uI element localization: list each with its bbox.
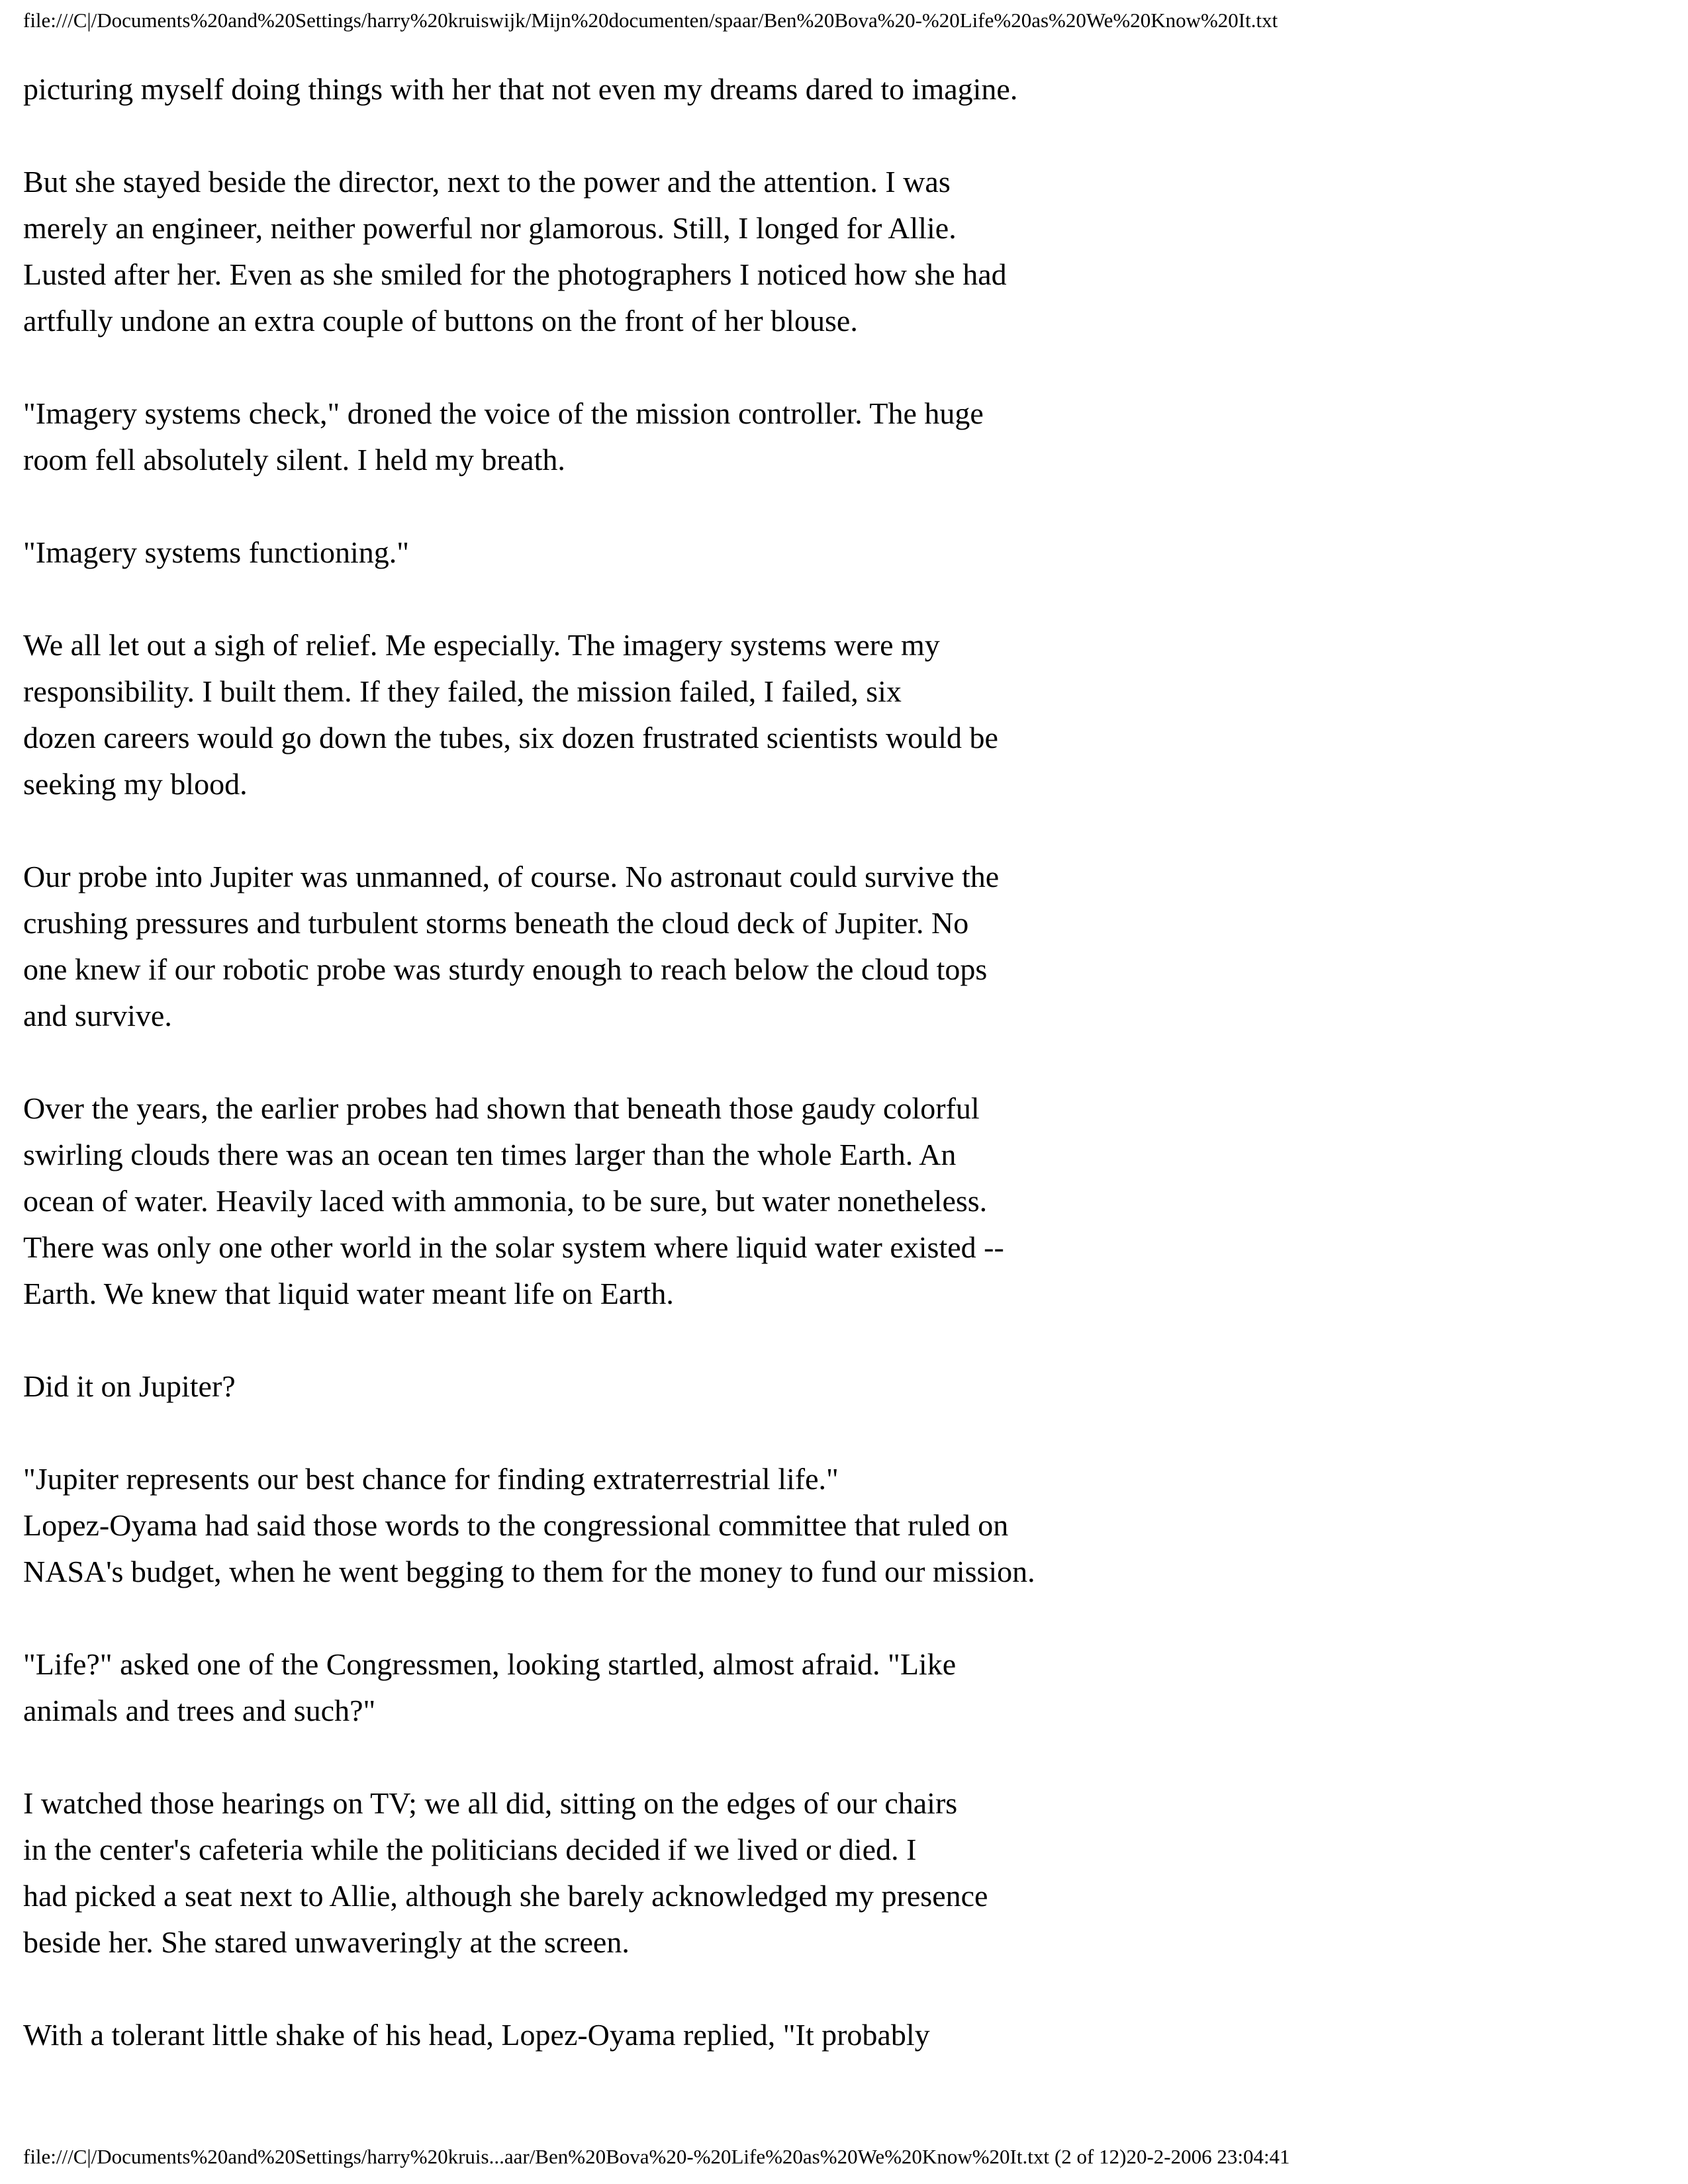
text-line: "Imagery systems check," droned the voice of the mission controller. The huge <box>23 396 984 430</box>
text-line <box>23 1039 1671 1085</box>
text-line: But she stayed beside the director, next to the power and the attention. I was <box>23 165 951 199</box>
footer-timestamp: 20-2-2006 23:04:41 <box>1126 2145 1290 2168</box>
text-line: Lusted after her. Even as she smiled for the photographers I noticed how she had <box>23 257 1007 291</box>
header-file-url: file:///C|/Documents%20and%20Settings/harry%20kruiswijk/Mijn%20documenten/spaar/Ben%20Bova%20-%20Life%20as%20We%20Know%20It.txt <box>23 9 1278 32</box>
text-line: in the center's cafeteria while the politicians decided if we lived or died. I <box>23 1833 917 1866</box>
text-line <box>23 113 1671 159</box>
page-footer <box>23 2144 1290 2169</box>
text-line <box>23 807 1671 854</box>
text-line: NASA's budget, when he went begging to them for the money to fund our mission. <box>23 1555 1035 1588</box>
text-line: Did it on Jupiter? <box>23 1369 236 1403</box>
text-line: and survive. <box>23 999 172 1032</box>
text-line: With a tolerant little shake of his head, Lopez-Oyama replied, "It probably <box>23 2018 930 2052</box>
text-line: "Imagery systems functioning." <box>23 535 410 569</box>
footer-page-indicator: (2 of 12) <box>1054 2145 1127 2168</box>
text-line: dozen careers would go down the tubes, six dozen frustrated scientists would be <box>23 721 998 754</box>
text-line: Lopez-Oyama had said those words to the congressional committee that ruled on <box>23 1508 1009 1542</box>
text-line <box>23 483 1671 529</box>
text-line: picturing myself doing things with her that not even my dreams dared to imagine. <box>23 72 1018 106</box>
text-line <box>23 1317 1671 1363</box>
text-line: had picked a seat next to Allie, although she barely acknowledged my presence <box>23 1879 988 1913</box>
text-line <box>23 344 1671 390</box>
text-line: "Jupiter represents our best chance for finding extraterrestrial life." <box>23 1462 839 1496</box>
text-line: Earth. We knew that liquid water meant life on Earth. <box>23 1277 674 1310</box>
text-line: responsibility. I built them. If they failed, the mission failed, I failed, six <box>23 674 902 708</box>
text-line: swirling clouds there was an ocean ten times larger than the whole Earth. An <box>23 1138 957 1171</box>
text-line: Over the years, the earlier probes had shown that beneath those gaudy colorful <box>23 1091 980 1125</box>
text-line: room fell absolutely silent. I held my breath. <box>23 443 565 477</box>
text-line: There was only one other world in the solar system where liquid water existed -- <box>23 1230 1004 1264</box>
text-line: merely an engineer, neither powerful nor glamorous. Still, I longed for Allie. <box>23 211 957 245</box>
text-line <box>23 1966 1671 2012</box>
text-line: I watched those hearings on TV; we all did, sitting on the edges of our chairs <box>23 1786 958 1820</box>
text-line <box>23 1410 1671 1456</box>
footer-file-url: file:///C|/Documents%20and%20Settings/harry%20kruis...aar/Ben%20Bova%20-%20Life%20as%20We%20Know%20It.txt <box>23 2145 1049 2168</box>
document-text <box>23 66 1671 2058</box>
text-line <box>23 1595 1671 1641</box>
text-line: crushing pressures and turbulent storms beneath the cloud deck of Jupiter. No <box>23 906 969 940</box>
text-line <box>23 576 1671 622</box>
text-line: We all let out a sigh of relief. Me especially. The imagery systems were my <box>23 628 940 662</box>
text-line <box>23 1734 1671 1780</box>
text-line: "Life?" asked one of the Congressmen, looking startled, almost afraid. "Like <box>23 1647 957 1681</box>
text-line: one knew if our robotic probe was sturdy enough to reach below the cloud tops <box>23 952 988 986</box>
text-line: animals and trees and such?" <box>23 1694 376 1727</box>
text-line: Our probe into Jupiter was unmanned, of course. No astronaut could survive the <box>23 860 1000 893</box>
text-line: artfully undone an extra couple of buttons on the front of her blouse. <box>23 304 858 338</box>
text-line: beside her. She stared unwaveringly at the screen. <box>23 1925 630 1959</box>
text-line: ocean of water. Heavily laced with ammonia, to be sure, but water nonetheless. <box>23 1184 988 1218</box>
text-line: seeking my blood. <box>23 767 248 801</box>
